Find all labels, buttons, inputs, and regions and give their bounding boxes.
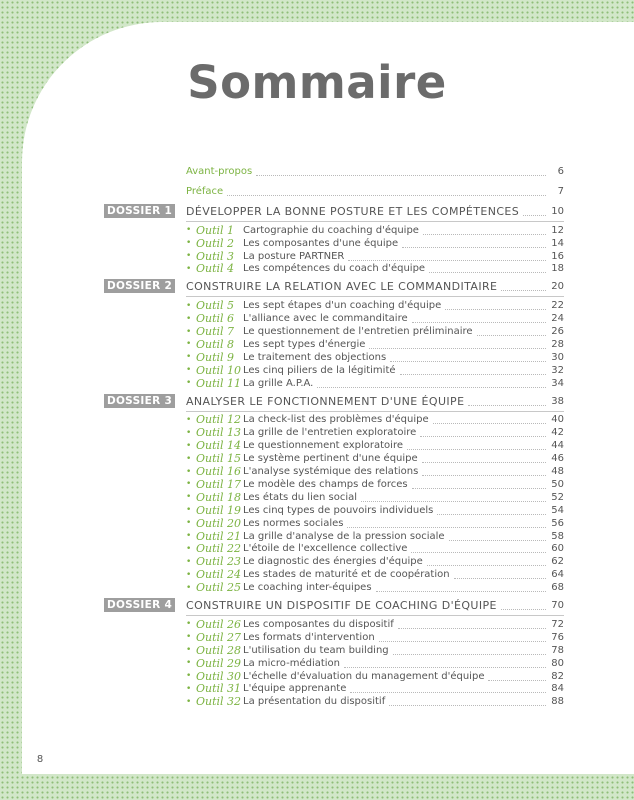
tool-number: Outil 24 [196, 568, 242, 582]
dot-leader [361, 493, 546, 502]
tool-entry[interactable] [186, 237, 564, 250]
tool-number: Outil 19 [196, 503, 242, 517]
tool-page-number: 18 [551, 263, 564, 275]
tool-title: Le système pertinent d'une équipe [243, 453, 418, 465]
bullet-icon: • [186, 352, 192, 363]
tool-number: Outil 8 [196, 337, 235, 351]
dot-leader [317, 379, 546, 388]
tool-title: Le questionnement de l'entretien préliminaire [243, 326, 473, 337]
tool-title: La posture PARTNER [243, 250, 345, 262]
dot-leader [376, 583, 546, 592]
tool-page-number: 42 [551, 427, 564, 439]
tool-entry[interactable] [186, 618, 564, 631]
dot-leader [379, 633, 546, 642]
dossier-page-number: 10 [551, 205, 564, 217]
tool-page-number: 62 [551, 556, 564, 568]
page-number [27, 746, 53, 772]
dot-leader [427, 557, 546, 566]
page-number-label: 8 [36, 753, 44, 765]
tool-entry[interactable] [186, 657, 564, 670]
tool-page-number: 30 [551, 351, 564, 363]
bullet-icon: • [186, 440, 192, 451]
dossier-page-number: 70 [551, 600, 564, 611]
page-title: Sommaire [187, 56, 447, 109]
tool-entry[interactable] [186, 695, 564, 708]
dossier-badge: DOSSIER 1 [104, 204, 175, 218]
dot-leader [437, 506, 546, 515]
tool-entry[interactable] [186, 224, 564, 237]
tool-title: Le traitement des objections [243, 351, 387, 363]
bullet-icon: • [186, 645, 192, 656]
tool-title: Le modèle des champs de forces [243, 478, 408, 490]
tool-entry[interactable] [186, 338, 564, 351]
tool-title: Les cinq piliers de la légitimité [243, 364, 396, 376]
tool-page-number: 78 [551, 644, 564, 656]
tool-page-number: 72 [551, 618, 564, 630]
tool-entry[interactable] [186, 312, 564, 325]
dot-leader [449, 532, 546, 541]
tool-page-number: 56 [551, 517, 564, 529]
tool-page-number: 12 [551, 224, 564, 236]
tool-number: Outil 28 [196, 643, 242, 657]
bullet-icon: • [186, 518, 192, 529]
dot-leader [468, 397, 546, 406]
dot-leader [412, 314, 546, 323]
tool-title: Les stades de maturité et de coopération [243, 569, 450, 581]
dossier-title: ANALYSER LE FONCTIONNEMENT D'UNE ÉQUIPE [186, 394, 465, 408]
tool-title: La grille d'analyse de la pression sociale [243, 530, 445, 542]
tool-page-number: 16 [551, 250, 564, 262]
tool-entry[interactable] [186, 250, 564, 263]
tool-entry[interactable] [186, 325, 564, 338]
tool-number: Outil 10 [196, 363, 242, 377]
dot-leader [390, 353, 546, 362]
bullet-icon: • [186, 300, 192, 311]
dot-leader [429, 264, 546, 273]
dossier-heading[interactable] [186, 395, 564, 408]
tool-entry[interactable] [186, 555, 564, 568]
bullet-icon: • [186, 427, 192, 438]
bullet-icon: • [186, 582, 192, 593]
tool-page-number: 88 [551, 696, 564, 708]
tool-title: Le coaching inter-équipes [243, 582, 372, 594]
dot-leader [523, 207, 546, 216]
tool-title: Les compétences du coach d'équipe [243, 263, 426, 275]
tool-entry[interactable] [186, 581, 564, 594]
tool-entry[interactable] [186, 530, 564, 543]
dot-leader [433, 415, 546, 424]
tool-title: Les formats d'intervention [243, 631, 375, 643]
tool-entry[interactable] [186, 377, 564, 390]
tool-title: L'échelle d'évaluation du management d'équipe [243, 670, 485, 682]
bullet-icon: • [186, 556, 192, 567]
dot-leader [350, 684, 546, 693]
tool-page-number: 22 [551, 300, 564, 312]
tool-title: Les états du lien social [243, 491, 358, 503]
bullet-icon: • [186, 263, 192, 274]
dot-leader [477, 327, 546, 336]
tool-page-number: 50 [551, 478, 564, 490]
tool-number: Outil 13 [196, 426, 242, 440]
tool-entry[interactable] [186, 568, 564, 581]
tool-number: Outil 1 [196, 223, 235, 237]
tool-entry[interactable] [186, 299, 564, 312]
dot-leader [501, 601, 546, 610]
tool-number: Outil 6 [196, 312, 235, 326]
tool-number: Outil 32 [196, 695, 242, 709]
dossier-heading[interactable] [186, 280, 564, 293]
dossier-title: CONSTRUIRE UN DISPOSITIF DE COACHING D'ÉQUIPE [186, 599, 497, 612]
tool-number: Outil 26 [196, 617, 242, 631]
tool-page-number: 44 [551, 440, 564, 452]
tool-entry[interactable] [186, 478, 564, 491]
bullet-icon: • [186, 466, 192, 477]
dossier-title: CONSTRUIRE LA RELATION AVEC LE COMMANDITAIRE [186, 280, 498, 294]
tool-title: La grille de l'entretien exploratoire [243, 427, 417, 439]
tool-entry[interactable] [186, 452, 564, 465]
dot-leader [348, 252, 546, 261]
tool-page-number: 82 [551, 670, 564, 682]
bullet-icon: • [186, 365, 192, 376]
tool-entry[interactable] [186, 644, 564, 657]
dot-leader [256, 167, 546, 176]
tool-title: L'alliance avec le commanditaire [243, 313, 408, 325]
tool-entry[interactable] [186, 670, 564, 683]
tool-number: Outil 29 [196, 656, 242, 670]
tool-number: Outil 15 [196, 452, 242, 466]
tool-number: Outil 25 [196, 581, 242, 595]
tool-title: Le questionnement exploratoire [243, 440, 403, 452]
dot-leader [227, 187, 546, 196]
bullet-icon: • [186, 671, 192, 681]
tool-number: Outil 21 [196, 529, 242, 543]
tool-page-number: 80 [551, 657, 564, 669]
tool-number: Outil 11 [196, 376, 242, 390]
dot-leader [393, 646, 546, 655]
tool-title: La présentation du dispositif [243, 696, 386, 708]
tool-page-number: 60 [551, 543, 564, 555]
dot-leader [422, 454, 546, 463]
tool-title: L'utilisation du team building [243, 644, 389, 656]
entry-page-number: 6 [557, 166, 564, 177]
tool-number: Outil 16 [196, 465, 242, 478]
dossier-page-number: 38 [551, 395, 564, 407]
tool-title: L'analyse systémique des relations [243, 466, 419, 477]
bullet-icon: • [186, 378, 192, 389]
tool-entry[interactable] [186, 364, 564, 377]
tool-number: Outil 17 [196, 477, 242, 491]
tool-title: Les sept étapes d'un coaching d'équipe [243, 300, 442, 312]
tool-page-number: 84 [551, 683, 564, 695]
tool-page-number: 54 [551, 504, 564, 516]
front-matter-entry[interactable] [186, 185, 564, 198]
bullet-icon: • [186, 479, 192, 490]
bullet-icon: • [186, 225, 192, 236]
dot-leader [454, 570, 546, 579]
dot-leader [347, 519, 546, 528]
bullet-icon: • [186, 619, 192, 630]
bullet-icon: • [186, 492, 192, 503]
tool-page-number: 32 [551, 364, 564, 376]
bullet-icon: • [186, 658, 192, 669]
dot-leader [400, 366, 546, 375]
dot-leader [488, 672, 546, 681]
bullet-icon: • [186, 339, 192, 350]
tool-number: Outil 2 [196, 236, 235, 250]
tool-title: La check-list des problèmes d'équipe [243, 414, 429, 426]
tool-page-number: 52 [551, 491, 564, 503]
tool-page-number: 64 [551, 569, 564, 581]
tool-entry[interactable] [186, 682, 564, 695]
tool-title: La micro-médiation [243, 657, 341, 669]
tool-title: Cartographie du coaching d'équipe [243, 224, 419, 236]
tool-title: L'étoile de l'excellence collective [243, 543, 408, 555]
tool-entry[interactable] [186, 517, 564, 530]
section-divider [186, 411, 564, 412]
bullet-icon: • [186, 569, 192, 580]
tool-entry[interactable] [186, 351, 564, 364]
front-matter-label: Avant-propos [186, 166, 253, 177]
dot-leader [423, 226, 546, 235]
dot-leader [398, 620, 546, 629]
bullet-icon: • [186, 505, 192, 516]
tool-entry[interactable] [186, 413, 564, 426]
tool-title: Les cinq types de pouvoirs individuels [243, 504, 434, 516]
tool-page-number: 76 [551, 631, 564, 643]
tool-entry[interactable] [186, 262, 564, 275]
tool-number: Outil 18 [196, 490, 242, 504]
tool-entry[interactable] [186, 491, 564, 504]
tool-entry[interactable] [186, 504, 564, 517]
tool-entry[interactable] [186, 631, 564, 644]
bullet-icon: • [186, 632, 192, 643]
tool-title: La grille A.P.A. [243, 377, 314, 389]
dot-leader [369, 340, 546, 349]
tool-page-number: 34 [551, 377, 564, 389]
bullet-icon: • [186, 453, 192, 464]
tool-number: Outil 9 [196, 350, 235, 364]
bullet-icon: • [186, 683, 192, 694]
tool-number: Outil 5 [196, 299, 235, 313]
bullet-icon: • [186, 543, 192, 554]
section-divider [186, 615, 564, 616]
dossier-badge: DOSSIER 4 [104, 598, 175, 612]
dot-leader [412, 480, 546, 489]
tool-number: Outil 7 [196, 325, 235, 338]
section-divider [186, 221, 564, 222]
tool-page-number: 46 [551, 453, 564, 465]
tool-title: Les composantes d'une équipe [243, 237, 399, 249]
tool-page-number: 68 [551, 582, 564, 594]
tool-title: L'équipe apprenante [243, 683, 347, 695]
tool-title: Le diagnostic des énergies d'équipe [243, 556, 423, 568]
bullet-icon: • [186, 531, 192, 541]
dossier-heading[interactable] [186, 205, 564, 218]
entry-page-number: 7 [557, 185, 564, 197]
tool-entry[interactable] [186, 542, 564, 555]
bullet-icon: • [186, 238, 192, 249]
bullet-icon: • [186, 326, 192, 337]
tool-number: Outil 23 [196, 555, 242, 569]
bullet-icon: • [186, 251, 192, 261]
section-divider [186, 296, 564, 297]
dossier-page-number: 20 [551, 281, 564, 293]
tool-title: Les sept types d'énergie [243, 338, 366, 350]
dot-leader [420, 428, 546, 437]
dot-leader [389, 697, 546, 706]
dot-leader [344, 659, 546, 668]
tool-number: Outil 4 [196, 262, 235, 276]
dot-leader [501, 282, 546, 291]
tool-number: Outil 20 [196, 516, 242, 530]
front-matter-label: Préface [186, 185, 224, 197]
tool-number: Outil 12 [196, 413, 242, 427]
tool-title: Les composantes du dispositif [243, 618, 394, 630]
dossier-title: DÉVELOPPER LA BONNE POSTURE ET LES COMPÉTENCES [186, 204, 520, 218]
tool-number: Outil 27 [196, 630, 242, 644]
tool-number: Outil 14 [196, 439, 242, 453]
tool-page-number: 48 [551, 466, 564, 477]
dot-leader [402, 239, 546, 248]
front-matter-entry[interactable] [186, 165, 564, 178]
tool-number: Outil 3 [196, 249, 235, 263]
tool-title: Les normes sociales [243, 517, 344, 529]
bullet-icon: • [186, 414, 192, 425]
tool-page-number: 40 [551, 414, 564, 426]
tool-number: Outil 22 [196, 542, 242, 556]
tool-number: Outil 31 [196, 682, 242, 696]
dossier-badge: DOSSIER 2 [104, 279, 175, 293]
dot-leader [411, 544, 546, 553]
tool-entry[interactable] [186, 426, 564, 439]
dot-leader [407, 441, 546, 450]
bullet-icon: • [186, 313, 192, 324]
dot-leader [422, 467, 546, 476]
tool-page-number: 28 [551, 338, 564, 350]
dossier-heading[interactable] [186, 599, 564, 612]
dossier-badge: DOSSIER 3 [104, 394, 175, 408]
tool-entry[interactable] [186, 439, 564, 452]
tool-page-number: 58 [551, 530, 564, 542]
tool-page-number: 14 [551, 237, 564, 249]
bullet-icon: • [186, 696, 192, 707]
tool-page-number: 24 [551, 313, 564, 325]
tool-page-number: 26 [551, 326, 564, 337]
dot-leader [445, 301, 546, 310]
tool-number: Outil 30 [196, 669, 242, 683]
tool-entry[interactable] [186, 465, 564, 478]
